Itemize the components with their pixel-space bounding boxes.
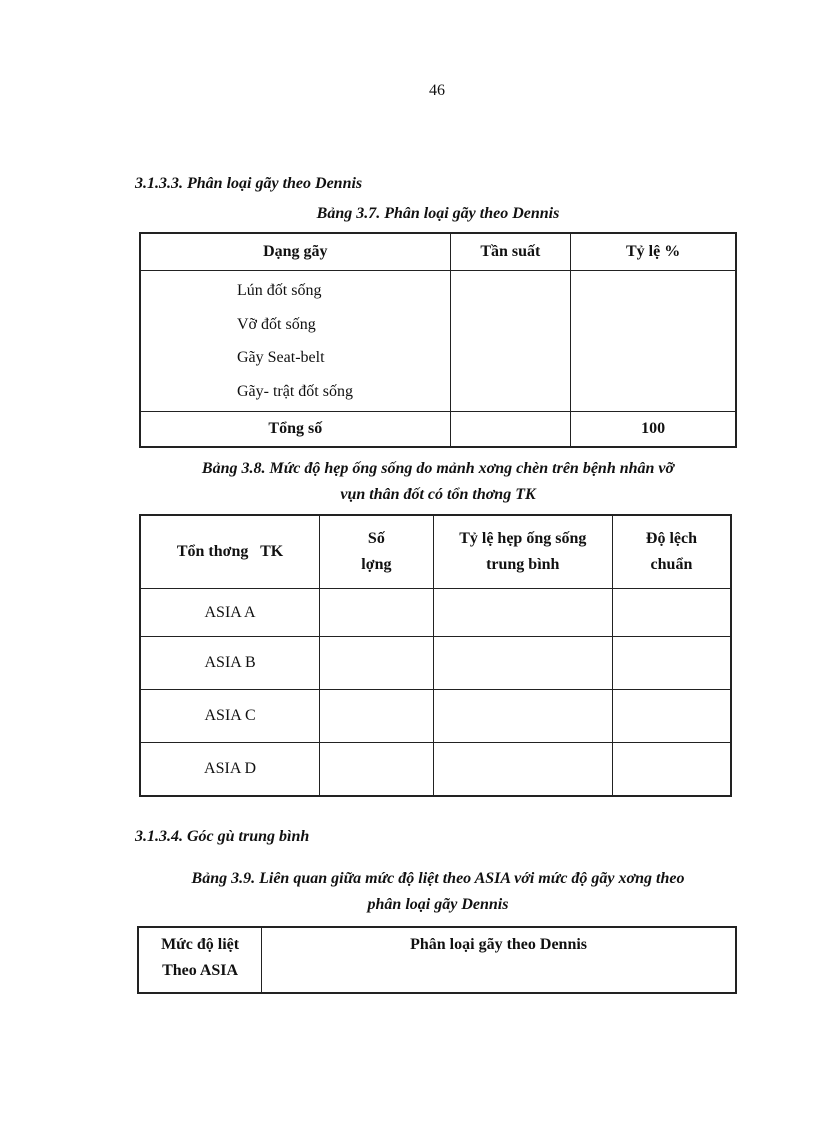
header-stenosis-rate: Tỷ lệ hẹp ống sống trung bình	[433, 515, 612, 589]
frequency-cell	[450, 271, 571, 412]
header-nerve-injury: Tổn thơng TK	[140, 515, 320, 589]
total-frequency	[450, 412, 571, 448]
empty-cell	[320, 690, 434, 743]
table-3-8	[139, 514, 732, 797]
list-item: Gãy- trật đốt sống	[237, 382, 353, 400]
table-row-label: ASIA C	[140, 690, 320, 743]
caption-line: Bảng 3.8. Mức độ hẹp ống sống do mảnh xơng chèn trên bệnh nhân vỡ	[201, 460, 675, 477]
empty-cell	[320, 743, 434, 796]
header-frequency: Tần suất	[450, 233, 571, 271]
empty-cell	[612, 690, 731, 743]
table-3-7-caption: Bảng 3.7. Phân loại gãy theo Dennis	[316, 205, 560, 222]
page-number: 46	[429, 82, 445, 99]
section-heading-3-1-3-3: 3.1.3.3. Phân loại gãy theo Dennis	[135, 175, 363, 192]
header-fracture-type: Dạng gãy	[140, 233, 450, 271]
header-std-dev: Độ lệch chuẩn	[612, 515, 731, 589]
empty-cell	[433, 589, 612, 637]
empty-cell	[320, 637, 434, 690]
empty-cell	[433, 743, 612, 796]
empty-cell	[433, 637, 612, 690]
empty-cell	[612, 637, 731, 690]
caption-line: Bảng 3.9. Liên quan giữa mức độ liệt theo ASIA với mức độ gãy xơng theo	[191, 870, 685, 887]
percent-cell	[571, 271, 736, 412]
table-3-9	[137, 926, 737, 994]
table-row-label: ASIA D	[140, 743, 320, 796]
caption-line: phân loại gãy Dennis	[367, 896, 509, 913]
table-3-7	[139, 232, 737, 448]
empty-cell	[612, 589, 731, 637]
section-heading-3-1-3-4: 3.1.3.4. Góc gù trung bình	[135, 828, 310, 845]
empty-cell	[612, 743, 731, 796]
table-3-9-caption	[126, 866, 750, 918]
list-item: Gãy Seat-belt	[237, 349, 325, 366]
total-percent: 100	[571, 412, 736, 448]
table-row-label: ASIA B	[140, 637, 320, 690]
total-label: Tổng số	[140, 412, 450, 448]
header-paralysis-level: Mức độ liệt Theo ASIA	[138, 927, 262, 993]
fracture-types-cell	[140, 271, 450, 412]
list-item: Lún đốt sống	[237, 282, 322, 299]
table-3-8-caption	[126, 456, 750, 508]
empty-cell	[320, 589, 434, 637]
header-percent: Tỷ lệ %	[571, 233, 736, 271]
list-item: Vỡ đốt sống	[237, 315, 316, 333]
table-row-label: ASIA A	[140, 589, 320, 637]
caption-line: vụn thân đốt có tổn thơng TK	[340, 486, 536, 503]
empty-cell	[433, 690, 612, 743]
header-count: Số lợng	[320, 515, 434, 589]
header-dennis-classification: Phân loại gãy theo Dennis	[262, 927, 736, 993]
